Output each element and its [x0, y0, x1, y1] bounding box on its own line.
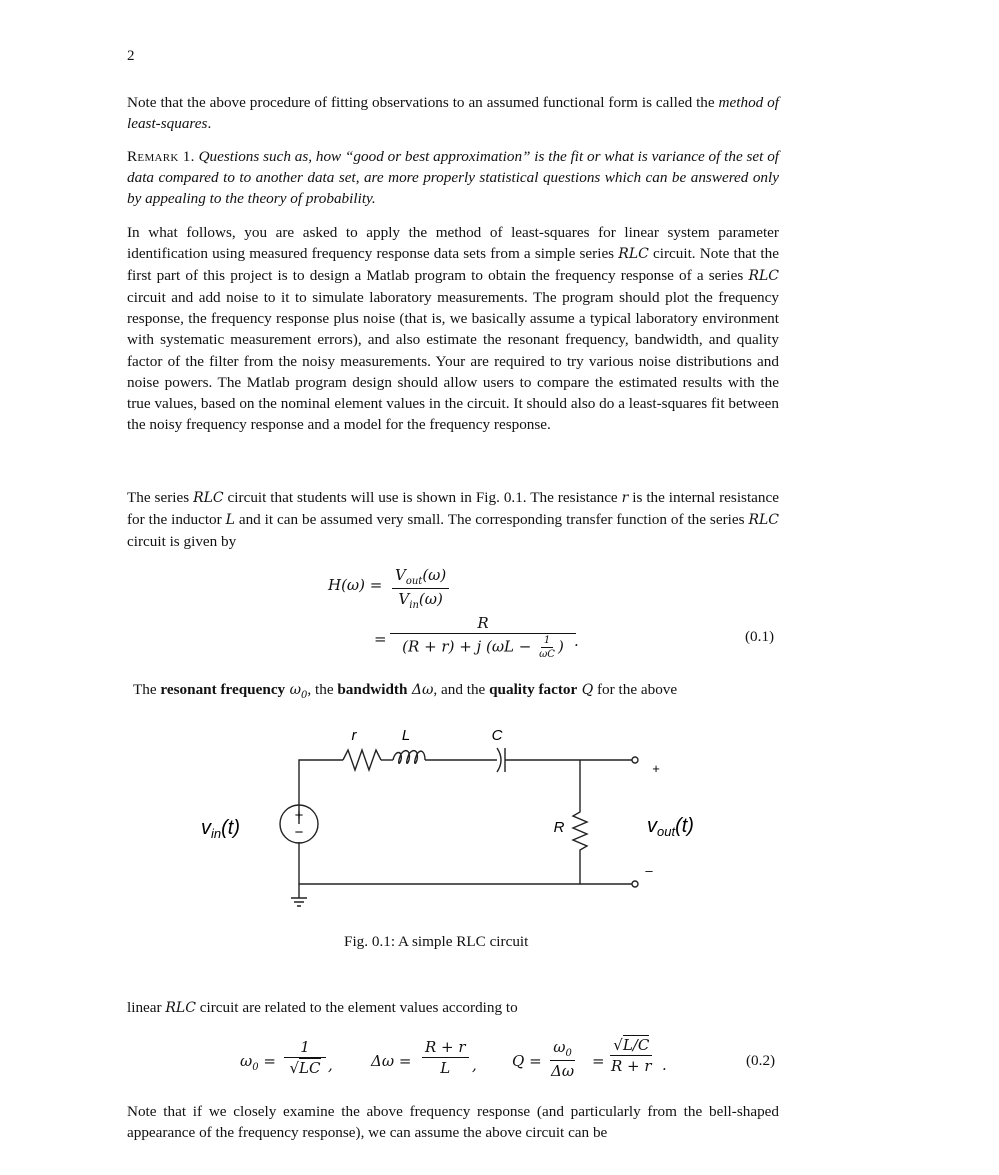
- para5-t1: linear: [127, 999, 166, 1016]
- vout-v: v: [647, 815, 657, 837]
- eq2-q-num2: L/C: [622, 1036, 650, 1054]
- eq2-dot: .: [662, 1056, 667, 1074]
- eq1-lhs: H(ω) =: [328, 576, 383, 594]
- eq2-dw-fraction: [422, 1038, 469, 1077]
- eq2-q-den1: Δω: [551, 1062, 575, 1080]
- vout-sub: out: [657, 824, 676, 839]
- page-number: 2: [127, 48, 135, 64]
- para4-s3: Q: [577, 682, 594, 698]
- eq1-inner-den: ωC: [539, 649, 555, 660]
- eq2-q-num1-sub: 0: [565, 1048, 572, 1059]
- eq1-den1-sub: in: [409, 600, 419, 611]
- resistor-r-symbol: [343, 750, 381, 770]
- eq1-num2: R: [390, 614, 576, 634]
- eq1-den2: (R + r) + j (ωL −: [402, 637, 532, 656]
- eq2-q-den2: R + r: [611, 1057, 652, 1075]
- para2-rlc2: RLC: [748, 268, 779, 285]
- eq1-den1-arg: (ω): [418, 590, 443, 608]
- eq2-comma2: ,: [472, 1056, 477, 1074]
- vin-label: [201, 817, 240, 841]
- label-r: r: [351, 727, 357, 744]
- wire-left-top: [299, 760, 343, 824]
- ground-icon: [291, 898, 307, 906]
- label-L: L: [401, 727, 411, 744]
- para4-t2: , the: [307, 681, 338, 698]
- source-minus-sign: −: [294, 824, 304, 841]
- eq1-den2-end: ): [557, 637, 564, 656]
- output-plus-sign: +: [652, 761, 660, 776]
- eq2-w0-sym: ω: [240, 1052, 253, 1070]
- eq1-dot: .: [574, 632, 579, 650]
- para2-t3: circuit and add noise to it to simulate laboratory measurements. The program should plot the frequency response, the frequency response plus noise (that is, we basically assume a typical laboratory environment with systematic measurement errors), and also estimate the resonant frequency, bandwidth, and quality factor of the filter from the noisy measurements. Your are required to try various noise distributions and noise powers. The Matlab program design should allow users to compare the estimated results with the true values, based on the nominal element values in the circuit. It should also do a least-squares fit between the noisy frequency response and a model for the frequency response.: [127, 289, 779, 433]
- eq1-fraction-2: [390, 614, 576, 660]
- vin-arg: (t): [221, 817, 241, 839]
- para3-t5: circuit is given by: [127, 533, 237, 551]
- capacitor-curved-plate: [497, 748, 501, 772]
- para3-rlc1: RLC: [193, 490, 224, 506]
- eq1-num1: V: [395, 566, 406, 584]
- equation-0-2: [240, 1036, 788, 1090]
- para3-r: r: [621, 490, 629, 506]
- eq2-w0-eq: =: [263, 1052, 276, 1070]
- paragraph-project-description: [127, 222, 779, 435]
- eq2-dw: Δω =: [371, 1052, 412, 1070]
- paragraph-bell-shape: Note that if we closely examine the above frequency response (and particularly from the bell-shaped appearance of the frequency response), we can assume the above circuit can be: [127, 1103, 779, 1142]
- eq2-q: Q =: [512, 1052, 542, 1070]
- para4-s1-sub: 0: [301, 689, 308, 701]
- para3-L: L: [225, 512, 235, 529]
- rlc-circuit-diagram: [195, 720, 715, 920]
- para2-t1: In what follows, you are asked to apply the method of least-squares for linear system parameter identification using measured frequency response data sets from a simple series: [127, 224, 779, 263]
- wire-bottom: [299, 842, 635, 884]
- equation-0-1: [328, 566, 788, 666]
- para4-t3: , and the: [433, 681, 490, 698]
- para1-end: .: [207, 115, 212, 133]
- paragraph-least-squares: [127, 92, 779, 134]
- eq1-inner-fraction: [536, 635, 558, 660]
- eq2-comma1: ,: [328, 1056, 333, 1074]
- eq1-fraction-1: [392, 566, 449, 611]
- output-terminal-plus: [632, 757, 638, 763]
- para1-text: Note that the above procedure of fitting observations to an assumed functional form is called the: [127, 94, 719, 111]
- eq2-q-fraction-2: $\frac{√L/C}{R + r}$: [608, 1036, 655, 1075]
- label-R: R: [553, 819, 565, 836]
- paragraph-resonance: [133, 679, 779, 706]
- eq1-number: (0.1): [745, 628, 775, 645]
- eq2-q-fraction-1: [548, 1038, 577, 1080]
- paragraph-circuit-intro: [127, 487, 779, 552]
- para1-emphasis: method of least-squares: [127, 94, 779, 133]
- eq2-number: (0.2): [746, 1052, 776, 1069]
- resistor-R-symbol: [573, 760, 587, 884]
- para4-t1: The: [133, 681, 161, 698]
- eq2-q-equals: =: [592, 1052, 605, 1070]
- output-terminal-minus: [632, 881, 638, 887]
- source-plus-sign: +: [294, 807, 304, 824]
- para2-t2: circuit. Note that the first part of this project is to design a Matlab program to obtain the frequency response of a series: [127, 245, 779, 285]
- para2-rlc1: RLC: [618, 246, 649, 263]
- eq2-q-num1: ω: [553, 1038, 566, 1056]
- vin-sub: in: [211, 826, 222, 841]
- eq2-w0-sub: 0: [252, 1062, 259, 1073]
- eq2-w0-fraction: $\frac{1}{√LC}$: [284, 1038, 326, 1077]
- para4-s2: Δω: [407, 682, 434, 698]
- eq1-num1-sub: out: [405, 576, 423, 587]
- figure-caption: Fig. 0.1: A simple RLC circuit: [344, 933, 529, 950]
- para4-b2: bandwidth: [337, 681, 408, 698]
- remark-label: Remark 1.: [127, 148, 195, 165]
- paragraph-linear-rlc: [127, 997, 779, 1019]
- para5-rlc: RLC: [165, 1000, 196, 1016]
- para4-t4: for the above: [593, 681, 678, 698]
- label-C: C: [491, 727, 503, 744]
- para3-t1: The series: [127, 489, 194, 506]
- eq1-den1: V: [398, 590, 410, 608]
- para3-t2: circuit that students will use is shown in Fig. 0.1. The resistance: [223, 489, 622, 506]
- eq2-dw-den: L: [440, 1059, 451, 1077]
- para3-t4: and it can be assumed very small. The corresponding transfer function of the series: [234, 511, 749, 529]
- inductor-L-symbol: [393, 751, 425, 764]
- eq2-dw-num: R + r: [422, 1038, 469, 1058]
- vout-arg: (t): [675, 815, 694, 837]
- output-minus-sign: –: [645, 863, 653, 878]
- vout-label: [647, 815, 694, 839]
- para3-rlc2: RLC: [748, 512, 779, 529]
- remark-text: Questions such as, how “good or best approximation” is the fit or what is variance of the set of data compared to to another data set, are more properly statistical questions which can be answered only by appealing to the theory of probability.: [127, 148, 780, 208]
- eq2-w0: [240, 1052, 276, 1073]
- para3-t3: is the internal resistance for the inductor: [127, 489, 780, 529]
- para4-s1: ω: [285, 682, 302, 698]
- para5-t2: circuit are related to the element values according to: [195, 999, 518, 1016]
- eq2-w0-den: LC: [299, 1059, 321, 1077]
- para4-b1: resonant frequency: [160, 681, 286, 698]
- eq1-num1-arg: (ω): [422, 566, 447, 584]
- remark-block: [127, 146, 779, 209]
- eq2-w0-num: 1: [284, 1038, 326, 1058]
- eq1-equals-2: =: [374, 630, 387, 648]
- vin-v: v: [201, 817, 211, 839]
- eq1-inner-num: 1: [541, 635, 553, 648]
- para4-b3: quality factor: [489, 681, 578, 698]
